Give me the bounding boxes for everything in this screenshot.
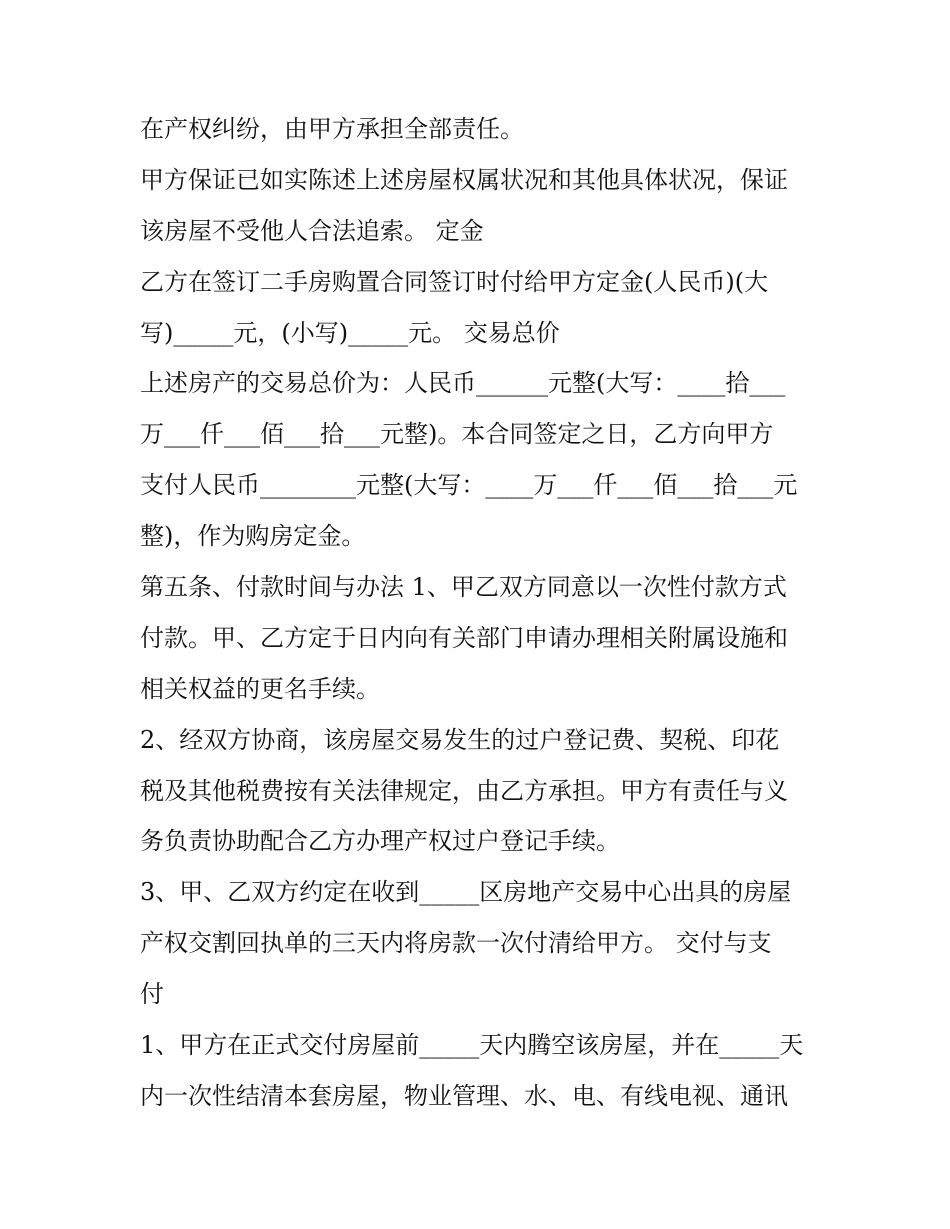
- text-line: 相关权益的更名手续。: [140, 674, 380, 703]
- text-line: 产权交割回执单的三天内将房款一次付清给甲方。 交付与支: [140, 929, 772, 958]
- text-line: 写)_____元，(小写)_____元。 交易总价: [140, 318, 560, 347]
- text-line: 该房屋不受他人合法追索。 定金: [140, 216, 484, 245]
- text-line: 万___仟___佰___拾___元整)。本合同签定之日，乙方向甲方: [140, 420, 774, 449]
- text-line: 内一次性结清本套房屋，物业管理、水、电、有线电视、通讯: [140, 1081, 788, 1110]
- text-line: 付: [140, 980, 164, 1009]
- text-line: 在产权纠纷，由甲方承担全部责任。: [140, 115, 524, 143]
- text-line: 上述房产的交易总价为：人民币______元整(大写：____拾___: [140, 369, 786, 398]
- text-line: 甲方保证已如实陈述上述房屋权属状况和其他具体状况，保证: [140, 165, 788, 194]
- text-line: 务负责协助配合乙方办理产权过户登记手续。: [140, 827, 620, 856]
- text-line: 乙方在签订二手房购置合同签订时付给甲方定金(人民币)(大: [140, 267, 769, 296]
- text-line: 3、甲、乙双方约定在收到_____区房地产交易中心出具的房屋: [140, 878, 792, 907]
- text-line: 1、甲方在正式交付房屋前_____天内腾空该房屋，并在_____天: [140, 1031, 804, 1060]
- text-line: 第五条、付款时间与办法 1、甲乙双方同意以一次性付款方式: [140, 573, 787, 602]
- text-line: 2、经双方协商，该房屋交易发生的过户登记费、契税、印花: [140, 725, 780, 754]
- text-line: 整)，作为购房定金。: [140, 522, 366, 551]
- text-line: 支付人民币________元整(大写：____万___仟___佰___拾___元: [140, 471, 798, 500]
- text-line: 付款。甲、乙方定于日内向有关部门申请办理相关附属设施和: [140, 623, 788, 652]
- contract-text: [140, 104, 820, 1122]
- text-line: 税及其他税费按有关法律规定，由乙方承担。甲方有责任与义: [140, 776, 788, 805]
